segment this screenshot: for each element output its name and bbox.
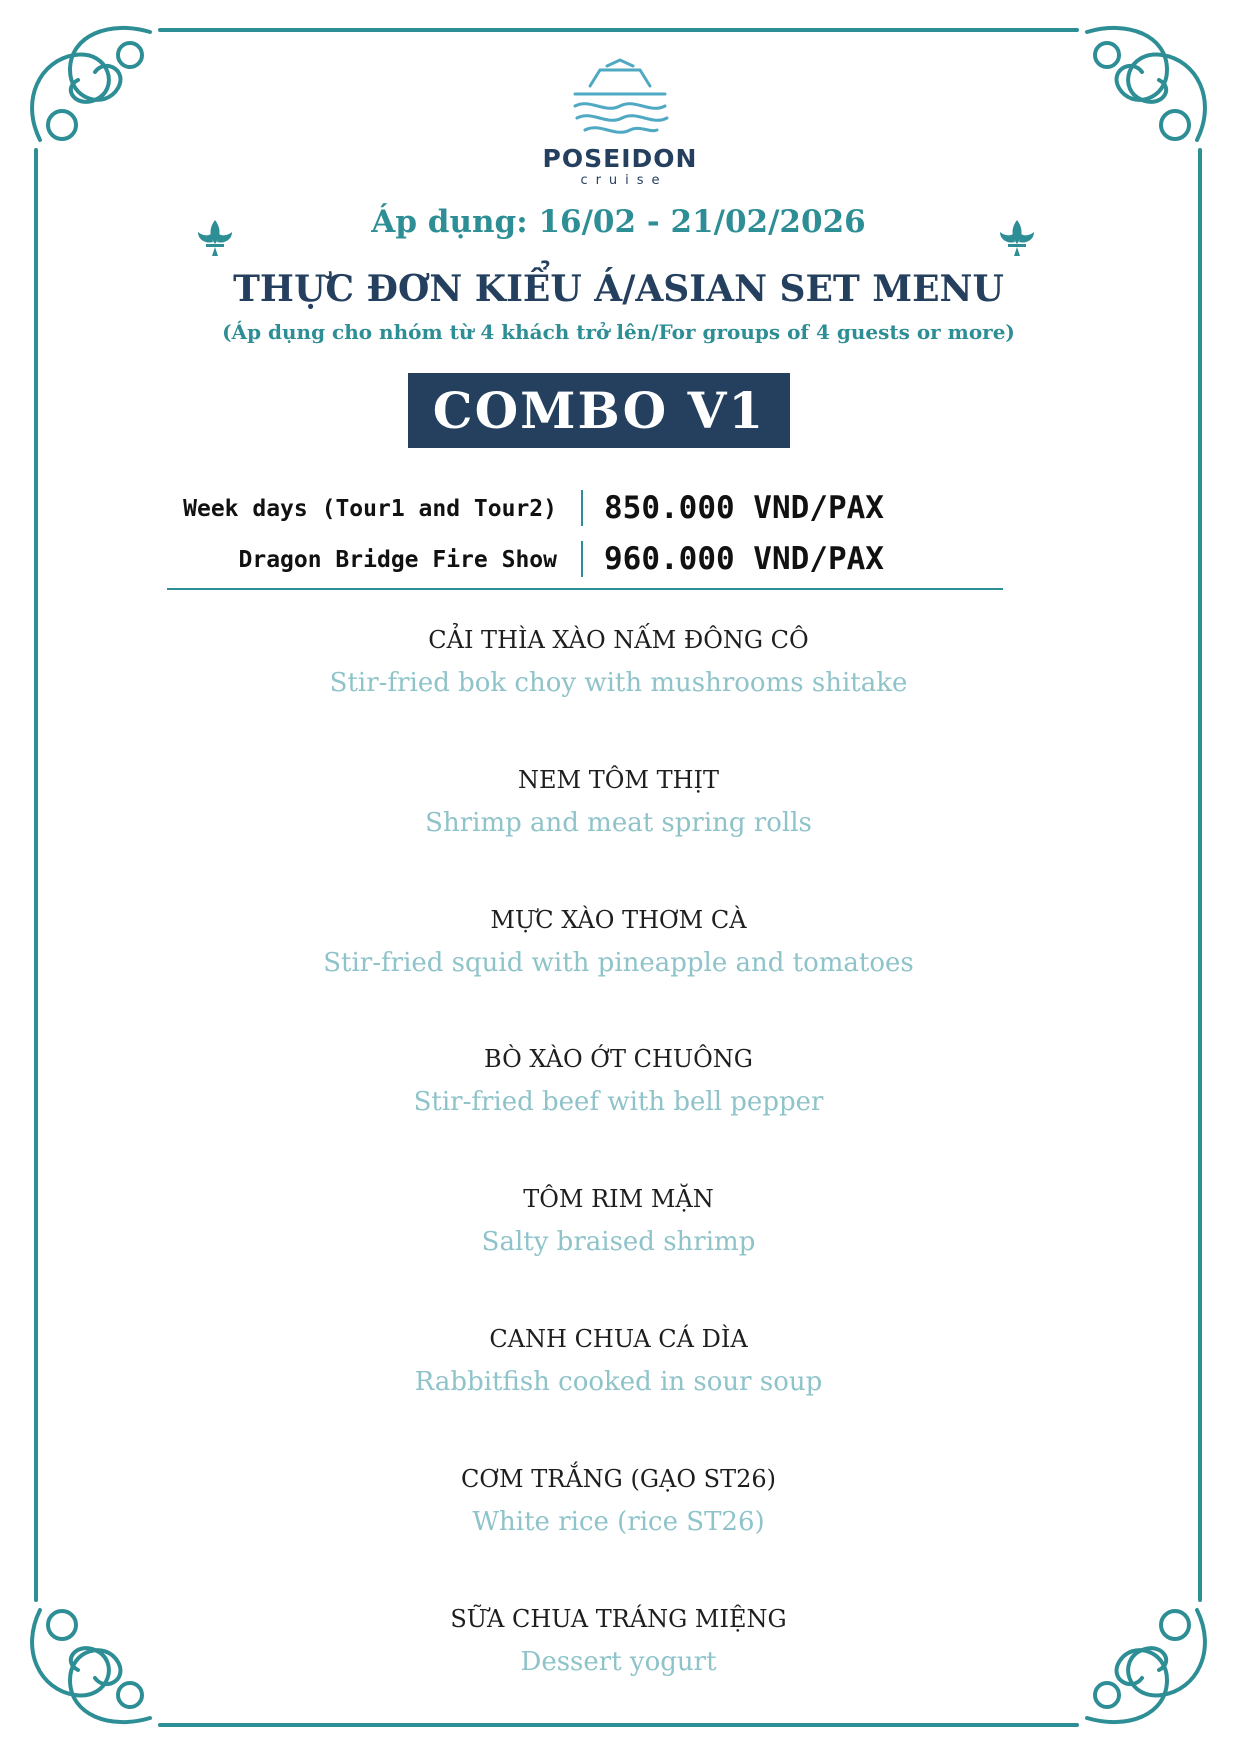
dish-name-en: Shrimp and meat spring rolls xyxy=(425,808,812,838)
dish-name-vn: MỰC XÀO THƠM CÀ xyxy=(490,906,747,934)
dish-item xyxy=(0,626,1237,698)
menu-subtitle: (Áp dụng cho nhóm từ 4 khách trở lên/For groups of 4 guests or more) xyxy=(222,320,1015,344)
brand-logo xyxy=(540,58,700,188)
dish-name-en: Stir-fried bok choy with mushrooms shitake xyxy=(329,668,908,698)
dish-name-en: Salty braised shrimp xyxy=(481,1227,756,1257)
dish-name-vn: NEM TÔM THỊT xyxy=(517,766,720,794)
dish-name-vn: CƠM TRẮNG (GẠO ST26) xyxy=(461,1465,776,1493)
brand-tagline: cruise xyxy=(580,173,668,188)
dish-name-vn: CẢI THÌA XÀO NẤM ĐÔNG CÔ xyxy=(428,626,809,654)
dish-name-en: White rice (rice ST26) xyxy=(472,1507,765,1537)
dish-name-vn: CANH CHUA CÁ DÌA xyxy=(489,1325,748,1353)
dish-item xyxy=(0,1045,1237,1117)
corner-ornament-top-left xyxy=(32,28,150,140)
menu-title: THỰC ĐƠN KIỂU Á/ASIAN SET MENU xyxy=(233,268,1004,310)
price-divider xyxy=(581,490,583,526)
combo-badge: COMBO V1 xyxy=(408,373,790,448)
dish-item xyxy=(0,766,1237,838)
dish-name-vn: SỮA CHUA TRÁNG MIỆNG xyxy=(450,1605,787,1633)
price-value: 850.000 VND/PAX xyxy=(604,490,884,526)
dish-name-en: Stir-fried squid with pineapple and tomatoes xyxy=(323,948,914,978)
ship-waves-icon xyxy=(555,58,685,138)
section-divider xyxy=(167,588,1003,590)
dish-item xyxy=(0,1185,1237,1257)
price-label: Dragon Bridge Fire Show xyxy=(238,547,557,573)
price-row xyxy=(0,541,1237,581)
dish-name-en: Stir-fried beef with bell pepper xyxy=(413,1087,824,1117)
price-value: 960.000 VND/PAX xyxy=(604,541,884,577)
validity-dates: Áp dụng: 16/02 - 21/02/2026 xyxy=(371,204,866,240)
dish-item xyxy=(0,1465,1237,1537)
dish-item xyxy=(0,906,1237,978)
price-divider xyxy=(581,541,583,577)
corner-ornament-top-right xyxy=(1087,28,1205,140)
brand-name: POSEIDON xyxy=(542,144,698,173)
dish-item xyxy=(0,1325,1237,1397)
price-row xyxy=(0,490,1237,530)
price-label: Week days (Tour1 and Tour2) xyxy=(183,496,557,522)
dish-name-en: Rabbitfish cooked in sour soup xyxy=(414,1367,823,1397)
dish-name-en: Dessert yogurt xyxy=(520,1647,717,1677)
dish-name-vn: TÔM RIM MẶN xyxy=(523,1185,714,1213)
dish-name-vn: BÒ XÀO ỚT CHUÔNG xyxy=(484,1045,753,1073)
dish-item xyxy=(0,1605,1237,1677)
